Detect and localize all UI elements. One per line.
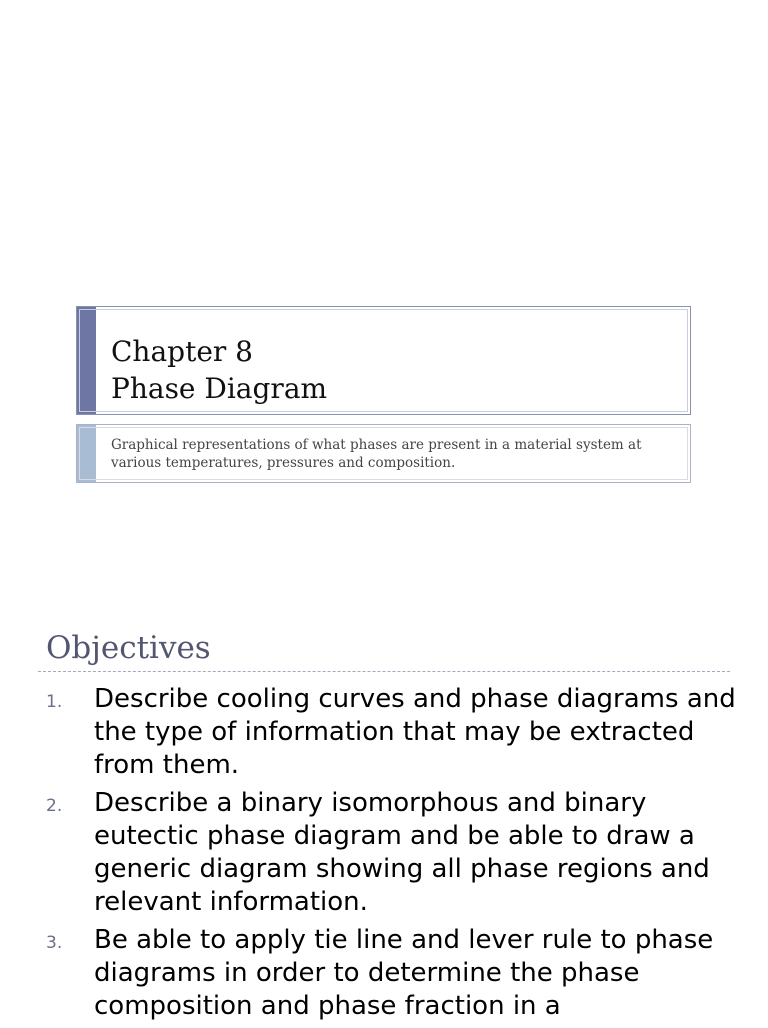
list-item-text: Be able to apply tie line and lever rule to phase diagrams in order to determine the phase composition and phase fraction in a [94, 925, 714, 1021]
title-box [76, 306, 691, 415]
list-item-text: Describe cooling curves and phase diagrams and the type of information that may be extracted from them. [94, 684, 736, 780]
subtitle-accent-bar [77, 425, 96, 482]
heading-divider [38, 671, 730, 672]
title-line-chapter: Chapter 8 [111, 335, 253, 368]
slide-title [111, 333, 327, 407]
list-item-number: 1. [46, 692, 63, 712]
title-accent-bar [77, 307, 96, 414]
list-item-number: 3. [46, 933, 63, 953]
objectives-heading: Objectives [46, 630, 211, 666]
list-item [0, 924, 768, 1023]
title-line-topic: Phase Diagram [111, 372, 328, 405]
list-item-number: 2. [46, 796, 63, 816]
list-item [0, 683, 768, 782]
objectives-list [0, 683, 768, 1028]
slide-subtitle: Graphical representations of what phases are present in a material system at various temperatures, pressures and composition. [111, 437, 642, 471]
objectives-slide [0, 600, 768, 1024]
subtitle-box [76, 424, 691, 483]
list-item-text: Describe a binary isomorphous and binary eutectic phase diagram and be able to draw a generic diagram showing all phase regions and relevant information. [94, 788, 710, 917]
list-item [0, 787, 768, 919]
